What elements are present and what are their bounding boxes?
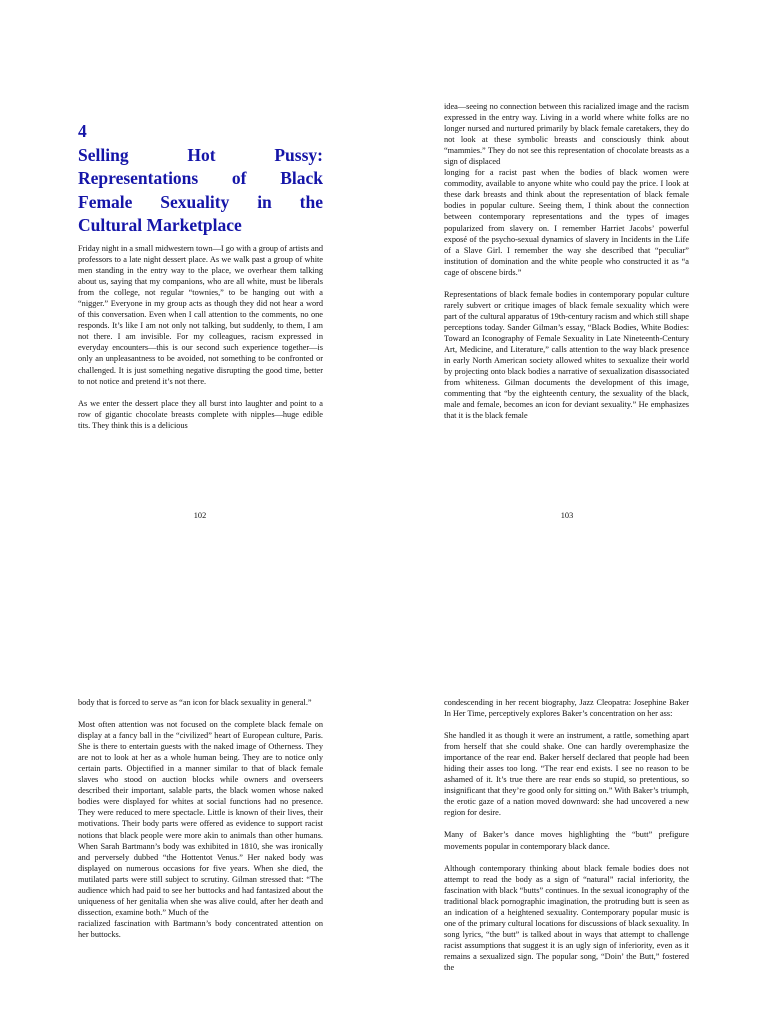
chapter-title-line: Cultural Marketplace: [78, 215, 242, 236]
body-paragraph: Many of Baker’s dance moves highlighting the “butt” prefigure movements popular in contemporary black dance.: [444, 830, 689, 851]
body-paragraph: Representations of black female bodies in contemporary popular culture rarely subvert or critique images of black female sexuality which were part of the cultural apparatus of 19th-century racism and which still shape perceptions today. Sander Gilman’s essay, “Black Bodies, White Bodies: Toward an Iconography of Female Sexuality in Late Nineteenth-Century Art, Medicine, and Literature,” calls attention to the way black presence in early North American society allowed whites to sexualize their world by projecting onto black bodies a narrative of sexualization disassociated from whiteness. Gilman documents the development of this image, commenting that “by the eighteenth century, the sexuality of the black, male and female, becomes an icon for deviant sexuality.” He emphasizes that it is the black female: [444, 289, 689, 421]
body-paragraph: idea—seeing no connection between this racialized image and the racism expressed in the entry way. Living in a world where white folks are no longer nursed and nurtured primarily by black female caretakers, they do not look at these symbolic breasts and consciously think about “mammies.” They do not see this representation of chocolate breasts as a sign of displaced: [444, 102, 689, 167]
chapter-title: [78, 120, 323, 238]
body-paragraph: As we enter the dessert place they all burst into laughter and point to a row of gigantic chocolate breasts complete with nipples—huge edible tits. They think this is a delicious: [78, 398, 323, 430]
page-102-body: [78, 243, 323, 442]
body-paragraph: Most often attention was not focused on the complete black female on display at a fancy ball in the “civilized” heart of European culture, Paris. She is there to entertain guests with the naked image of Otherness. They are not to look at her as a whole human being. They are to notice only certain parts. Objectified in a manner similar to that of black female slaves who stood on auction blocks while owners and overseers described their important, salable parts, the black women whose naked bodies were displayed for whites at social functions had no presence. They were reduced to mere spectacle. Little is known of their lives, their motivations. Their body parts were offered as evidence to support racist notions that black people were more akin to animals than other humans. When Sarah Bartmann’s body was exhibited in 1810, she was ironically and perversely dubbed “the Hottentot Venus.” Her naked body was displayed on numerous occasions for five years. When she died, the mutilated parts were still subject to scrutiny. Gilman stressed that: “The audience which had paid to see her buttocks and had fantasized about the uniqueness of her genitalia when she was alive could, after her death and dissection, examine both.” Much of the: [78, 720, 323, 917]
page-number: 103: [560, 511, 574, 520]
block-quote: She handled it as though it were an instrument, a rattle, something apart from herself that she could shake. One can hardly overemphasize the importance of the rear end. Baker herself declared that people had been hiding their asses too long. “The rear end exists. I see no reason to be ashamed of it. It’s true there are rear ends so stupid, so pretentious, so insignificant that they’re good only for sitting on.” With Baker’s triumph, the erotic gaze of a nation moved downward: she had uncovered a new region for desire.: [444, 731, 689, 818]
body-paragraph: Friday night in a small midwestern town—I go with a group of artists and professors to a late night dessert place. As we walk past a group of white men standing in the entry way to the place, we overhear them talking about us, saying that my companions, who are all white, must be liberals from the college, not regular “townies,” to be hanging out with a “nigger.” Everyone in my group acts as though they did not hear a word of this conversation. Even when I call attention to the comments, no one responds. It’s like I am not only not talking, but suddenly, to them, I am not there. I am invisible. For my colleagues, racism expressed in everyday encounters—this is our second such experience together—is only an unpleasantness to be avoided, not something to be confronted or challenged. It is just something negative disrupting the good time, better to not notice and pretend it’s not there.: [78, 244, 323, 386]
chapter-title-line: Female Sexuality in the: [78, 191, 323, 212]
body-paragraph: racialized fascination with Bartmann’s body concentrated attention on her buttocks.: [78, 918, 323, 939]
page-104-body: [78, 697, 323, 940]
chapter-title-line: Representations of Black: [78, 168, 323, 189]
body-paragraph: Although contemporary thinking about black female bodies does not attempt to read the body as a sign of “natural” racial inferiority, the fascination with black “butts” continues. In the sexual iconography of the traditional black pornographic imagination, the protruding butt is seen as an indication of a heightened sexuality. Contemporary popular music is one of the primary cultural locations for discussions of black sexuality. In song lyrics, “the butt” is talked about in ways that attempt to challenge racist assumptions that suggest it is an ugly sign of inferiority, even as it remains a sexualized sign. The popular song, “Doin’ the Butt,” fostered the: [444, 863, 689, 972]
body-paragraph: body that is forced to serve as “an icon for black sexuality in general.”: [78, 698, 312, 707]
chapter-title-line: Selling Hot Pussy:: [78, 144, 323, 165]
page-103-body: [444, 101, 689, 432]
body-paragraph: longing for a racist past when the bodies of black women were commodity, available to anyone white who could pay the price. I look at these dark breasts and think about the representation of black female bodies in popular culture. Seeing them, I think about the connection between contemporary representations and the types of images popularized from slavery on. I remember Harriet Jacobs’ powerful exposé of the psycho-sexual dynamics of slavery in Incidents in the Life of a Slave Girl. I remember the way she described that “peculiar” institution of domination and the white people who constructed it as “a cage of obscene birds.”: [444, 168, 689, 277]
body-paragraph: condescending in her recent biography, Jazz Cleopatra: Josephine Baker In Her Time, perceptively explores Baker’s concentration on her ass:: [444, 698, 689, 719]
page-105-body: [444, 697, 689, 984]
chapter-number: 4: [78, 121, 87, 141]
page-number: 102: [193, 511, 207, 520]
